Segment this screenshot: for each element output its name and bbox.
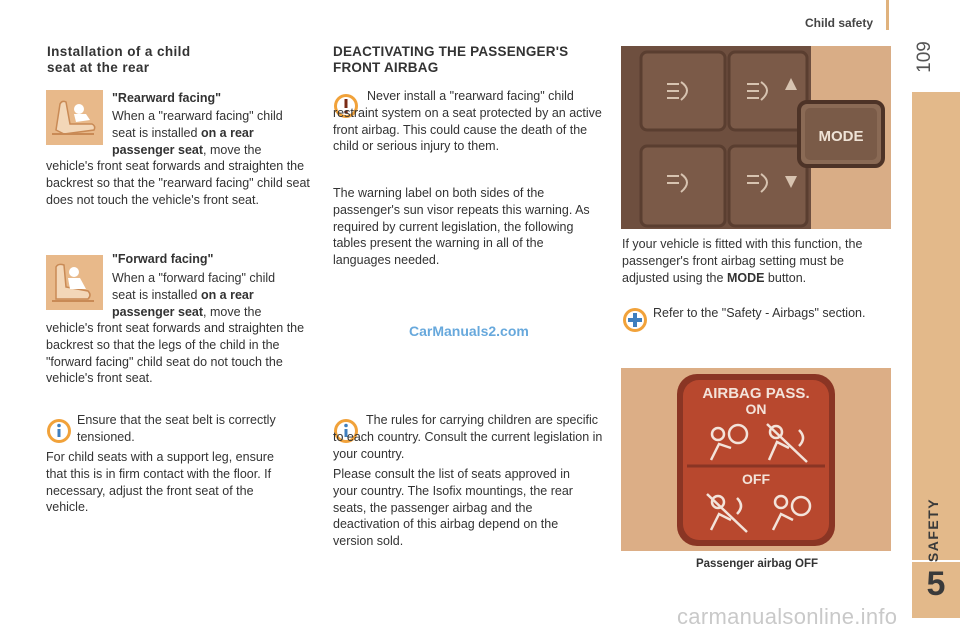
watermark-text: CarManuals2.com xyxy=(409,323,529,339)
rearward-seat-icon xyxy=(46,90,103,145)
section-label-text: SAFETY xyxy=(925,497,941,563)
rearward-line1: When a "rearward facing" child xyxy=(112,109,283,123)
forward-seat-thumbnail xyxy=(46,255,103,310)
left-heading xyxy=(47,44,190,76)
fitted-text xyxy=(622,236,892,286)
forward-line1: When a "forward facing" child xyxy=(112,271,276,285)
refer-text: Refer to the "Safety - Airbags" section. xyxy=(653,306,866,320)
section-number: 5 xyxy=(926,565,946,603)
airbag-panel-photo xyxy=(621,368,891,551)
forward-label: "Forward facing" xyxy=(112,252,214,266)
rearward-line3-b: , move the xyxy=(203,142,262,157)
mode-button-label: MODE xyxy=(818,128,864,145)
rearward-intro xyxy=(112,108,312,158)
rules-note: The rules for carrying children are specific to each country. Consult the current legislation in your country. xyxy=(333,413,603,461)
left-heading-line2: seat at the rear xyxy=(47,60,150,75)
left-heading-line1: Installation of a child xyxy=(47,44,191,59)
fitted-text-c: button. xyxy=(764,270,807,285)
forward-body: vehicle's front seat forwards and straighten the backrest so that the legs of the child in the "forward facing" child seat do not touch the vehicle's front seat. xyxy=(46,321,305,386)
forward-line3-b: , move the xyxy=(203,304,262,319)
forward-line2-b: on a rear xyxy=(200,287,254,302)
section-header-title: Child safety xyxy=(805,16,874,30)
mode-button-photo xyxy=(621,46,891,229)
rearward-line3-a: passenger seat xyxy=(112,142,204,157)
rearward-seat-thumbnail xyxy=(46,90,103,145)
info-icon xyxy=(46,418,72,444)
header-divider xyxy=(886,0,889,30)
forward-seat-icon xyxy=(46,255,103,310)
belt-tension-note: Ensure that the seat belt is correctly tensioned. xyxy=(77,413,276,444)
warning-text: Never install a "rearward facing" child restraint system on a seat protected by an active front airbag. This could cause the death of the child or serious injury to them. xyxy=(333,89,602,154)
fitted-text-mode: MODE xyxy=(726,270,765,285)
panel-on-label: ON xyxy=(745,401,767,417)
forward-line3 xyxy=(112,304,312,321)
middle-heading xyxy=(333,44,568,76)
page-number: 109 xyxy=(914,41,935,73)
forward-intro xyxy=(112,270,312,320)
refer-plus-icon xyxy=(622,307,648,333)
rearward-line3 xyxy=(112,142,312,159)
rearward-body: vehicle's front seat forwards and straighten the backrest so that the "rearward facing" child seat does not touch the vehicle's front seat. xyxy=(46,159,310,207)
middle-heading-line1: DEACTIVATING THE PASSENGER'S xyxy=(333,44,569,59)
consult-text: Please consult the list of seats approved in your country. The Isofix mountings, the rear seats, the passenger airbag and the deactivation of this airbag depend on the version sold. xyxy=(333,467,573,549)
footer-url: carmanualsonline.info xyxy=(677,604,898,629)
support-leg-text: For child seats with a support leg, ensure that this is in firm contact with the floor. If necessary, adjust the front seat of the vehicle. xyxy=(46,450,274,515)
middle-heading-line2: FRONT AIRBAG xyxy=(333,60,439,75)
panel-off-label: OFF xyxy=(742,471,770,487)
rearward-label: "Rearward facing" xyxy=(112,91,222,105)
fitted-text-a: If your vehicle is fitted with this function, the passenger's front airbag setting must be adjusted using the xyxy=(622,237,863,285)
panel-caption: Passenger airbag OFF xyxy=(695,558,819,570)
rearward-line2 xyxy=(112,125,312,142)
forward-line3-a: passenger seat xyxy=(112,304,204,319)
forward-line2-a: seat is installed xyxy=(112,287,201,302)
forward-line2 xyxy=(112,287,312,304)
warning-label-text: The warning label on both sides of the passenger's sun visor repeats this warning. As required by current legislation, the following tables present the warning in all of the languages needed. xyxy=(333,186,590,268)
rearward-line2-a: seat is installed xyxy=(112,125,201,140)
rearward-line2-b: on a rear xyxy=(200,125,254,140)
panel-title: AIRBAG PASS. xyxy=(702,385,810,402)
